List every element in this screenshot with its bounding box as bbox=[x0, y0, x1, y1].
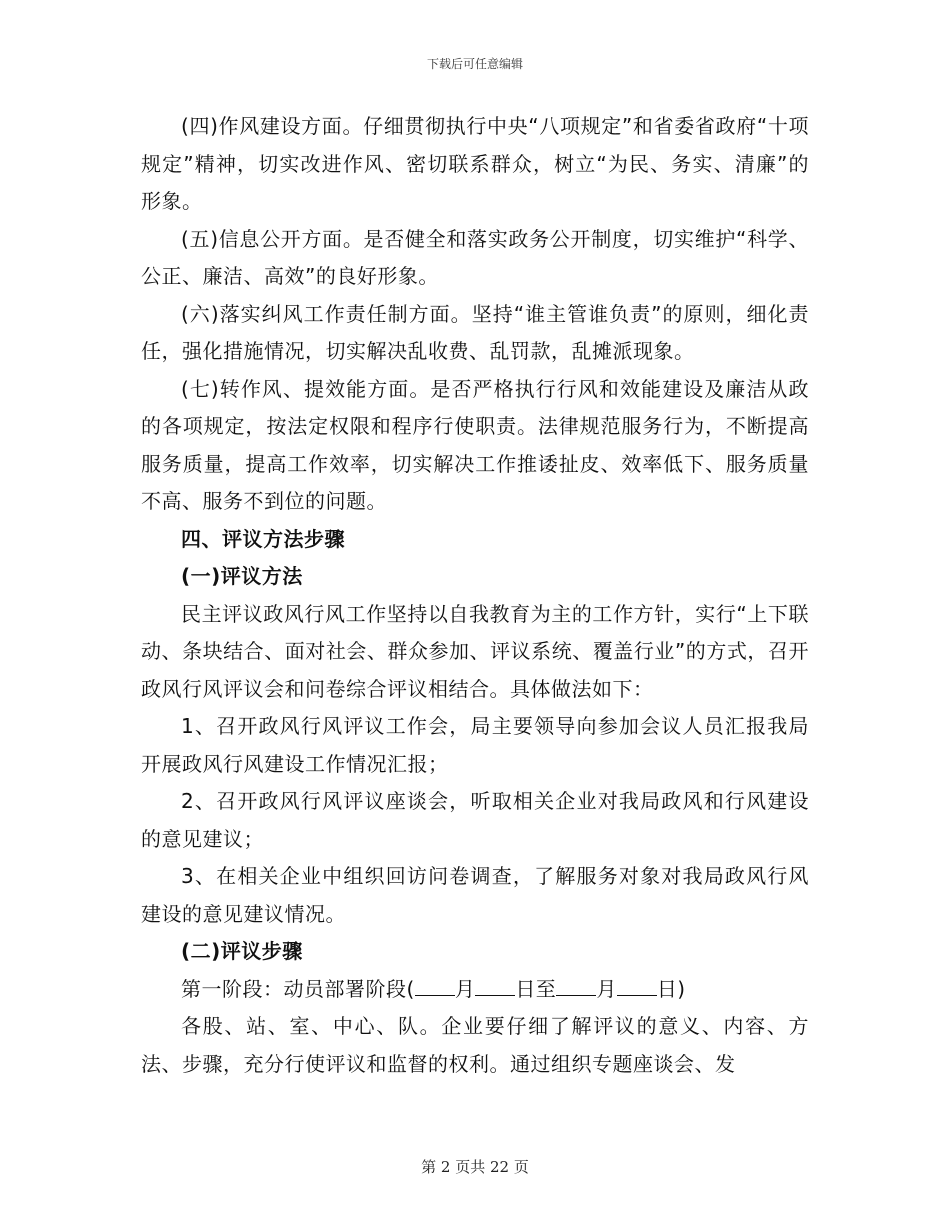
page-header: 下载后可任意编辑 bbox=[426, 57, 523, 71]
blank-end-month bbox=[556, 977, 596, 996]
page-footer: 第 2 页共 22 页 bbox=[421, 1158, 529, 1176]
month-label-1: 月 bbox=[454, 976, 476, 1001]
day-close-label: 日) bbox=[656, 976, 686, 1001]
paragraph-stage-one bbox=[141, 971, 809, 1009]
subheading-evaluation-method: (一)评议方法 bbox=[181, 564, 303, 588]
list-item-1: 1、召开政风行风评议工作会，局主要领导向参加会议人员汇报我局开展政风行风建设工作情况汇报； bbox=[141, 714, 809, 776]
section-heading-methods: 四、评议方法步骤 bbox=[181, 526, 345, 551]
blank-start-day bbox=[475, 977, 515, 996]
list-item-3: 3、在相关企业中组织回访问卷调查，了解服务对象对我局政风行风建设的意见建议情况。 bbox=[141, 864, 809, 926]
list-item-2: 2、召开政风行风评议座谈会，听取相关企业对我局政风和行风建设的意见建议； bbox=[141, 789, 809, 851]
paragraph-method-description: 民主评议政风行风工作坚持以自我教育为主的工作方针，实行“上下联动、条块结合、面对社会、群众参加、评议系统、覆盖行业”的方式，召开政风行风评议会和问卷综合评议相结合。具体做法如下： bbox=[141, 601, 809, 701]
month-label-2: 月 bbox=[596, 976, 617, 1001]
stage-one-label: 第一阶段：动员部署阶段( bbox=[181, 976, 415, 1001]
paragraph-departments: 各股、站、室、中心、队。企业要仔细了解评议的意义、内容、方法、步骤，充分行使评议和监督的权利。通过组织专题座谈会、发 bbox=[141, 1014, 809, 1076]
paragraph-responsibility: (六)落实纠风工作责任制方面。坚持“谁主管谁负责”的原则，细化责任，强化措施情况，切实解决乱收费、乱罚款，乱摊派现象。 bbox=[141, 301, 809, 363]
blank-start-month bbox=[415, 977, 455, 996]
paragraph-efficiency: (七)转作风、提效能方面。是否严格执行行风和效能建设及廉洁从政的各项规定，按法定权限和程序行使职责。法律规范服务行为，不断提高服务质量，提高工作效率，切实解决工作推诿扯皮、效率低下、服务质量不高、服务不到位的问题。 bbox=[141, 376, 809, 513]
document-body bbox=[141, 108, 809, 1083]
blank-end-day bbox=[617, 977, 657, 996]
day-to-label: 日至 bbox=[515, 976, 557, 1001]
subheading-evaluation-steps: (二)评议步骤 bbox=[181, 939, 303, 963]
paragraph-style-building: (四)作风建设方面。仔细贯彻执行中央“八项规定”和省委省政府“十项规定”精神，切实改进作风、密切联系群众，树立“为民、务实、清廉”的形象。 bbox=[141, 114, 809, 213]
paragraph-info-disclosure: (五)信息公开方面。是否健全和落实政务公开制度，切实维护“科学、公正、廉洁、高效”的良好形象。 bbox=[141, 226, 809, 288]
